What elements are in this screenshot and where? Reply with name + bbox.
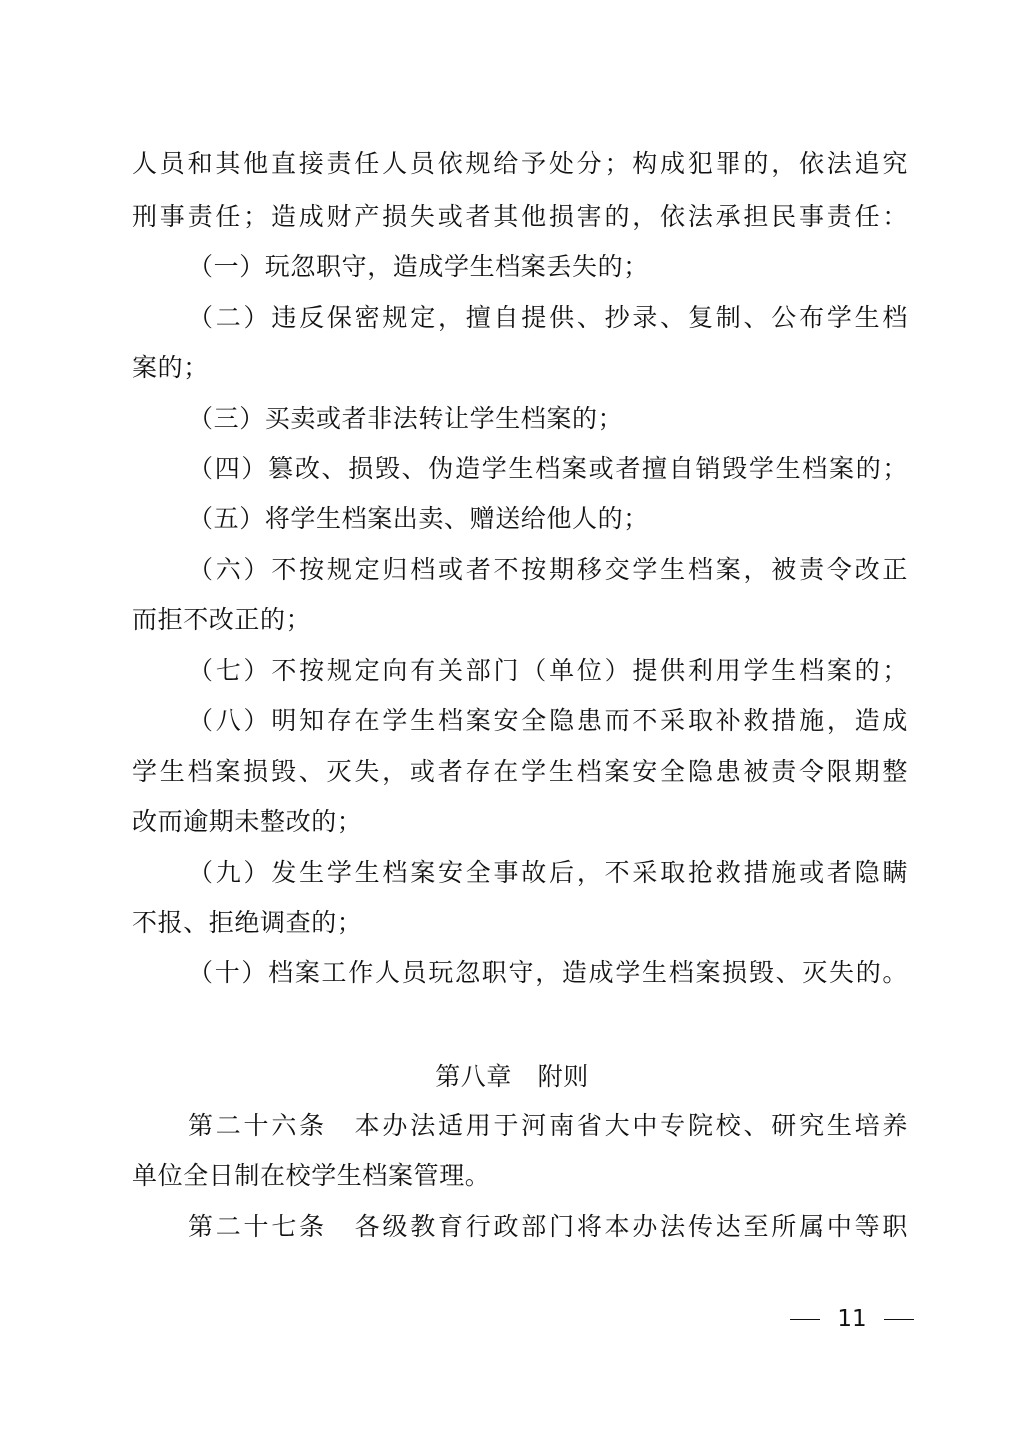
list-item-8: （八）明知存在学生档案安全隐患而不采取补救措施，造成 — [188, 706, 908, 735]
chapter-heading: 第八章 附则 — [435, 1062, 589, 1091]
page-number-dash-left — [790, 1319, 820, 1320]
list-item-3: （三）买卖或者非法转让学生档案的； — [188, 404, 624, 433]
page-number-value: 11 — [837, 1306, 867, 1332]
list-item-9: （九）发生学生档案安全事故后，不采取抢救措施或者隐瞒 — [188, 858, 908, 887]
page-number-dash-right — [884, 1319, 914, 1320]
article-26-line-2: 单位全日制在校学生档案管理。 — [132, 1161, 491, 1190]
body-line-1: 人员和其他直接责任人员依规给予处分；构成犯罪的，依法追究 — [132, 149, 908, 178]
list-item-2: （二）违反保密规定，擅自提供、抄录、复制、公布学生档 — [188, 303, 908, 332]
list-item-4: （四）篡改、损毁、伪造学生档案或者擅自销毁学生档案的； — [188, 454, 908, 483]
page-number — [790, 1303, 914, 1335]
article-26-line-1: 第二十六条 本办法适用于河南省大中专院校、研究生培养 — [188, 1111, 908, 1140]
list-item-8-continuation-1: 学生档案损毁、灭失，或者存在学生档案安全隐患被责令限期整 — [132, 757, 908, 786]
article-27-line-1: 第二十七条 各级教育行政部门将本办法传达至所属中等职 — [188, 1212, 908, 1241]
list-item-10: （十）档案工作人员玩忽职守，造成学生档案损毁、灭失的。 — [188, 958, 908, 987]
list-item-7: （七）不按规定向有关部门（单位）提供利用学生档案的； — [188, 656, 908, 685]
list-item-2-continuation: 案的； — [132, 353, 209, 382]
body-line-2: 刑事责任；造成财产损失或者其他损害的，依法承担民事责任： — [132, 202, 908, 231]
list-item-6: （六）不按规定归档或者不按期移交学生档案，被责令改正 — [188, 555, 908, 584]
list-item-6-continuation: 而拒不改正的； — [132, 605, 312, 634]
list-item-1: （一）玩忽职守，造成学生档案丢失的； — [188, 252, 649, 281]
list-item-8-continuation-2: 改而逾期未整改的； — [132, 807, 363, 836]
list-item-5: （五）将学生档案出卖、赠送给他人的； — [188, 504, 649, 533]
list-item-9-continuation: 不报、拒绝调查的； — [132, 908, 363, 937]
